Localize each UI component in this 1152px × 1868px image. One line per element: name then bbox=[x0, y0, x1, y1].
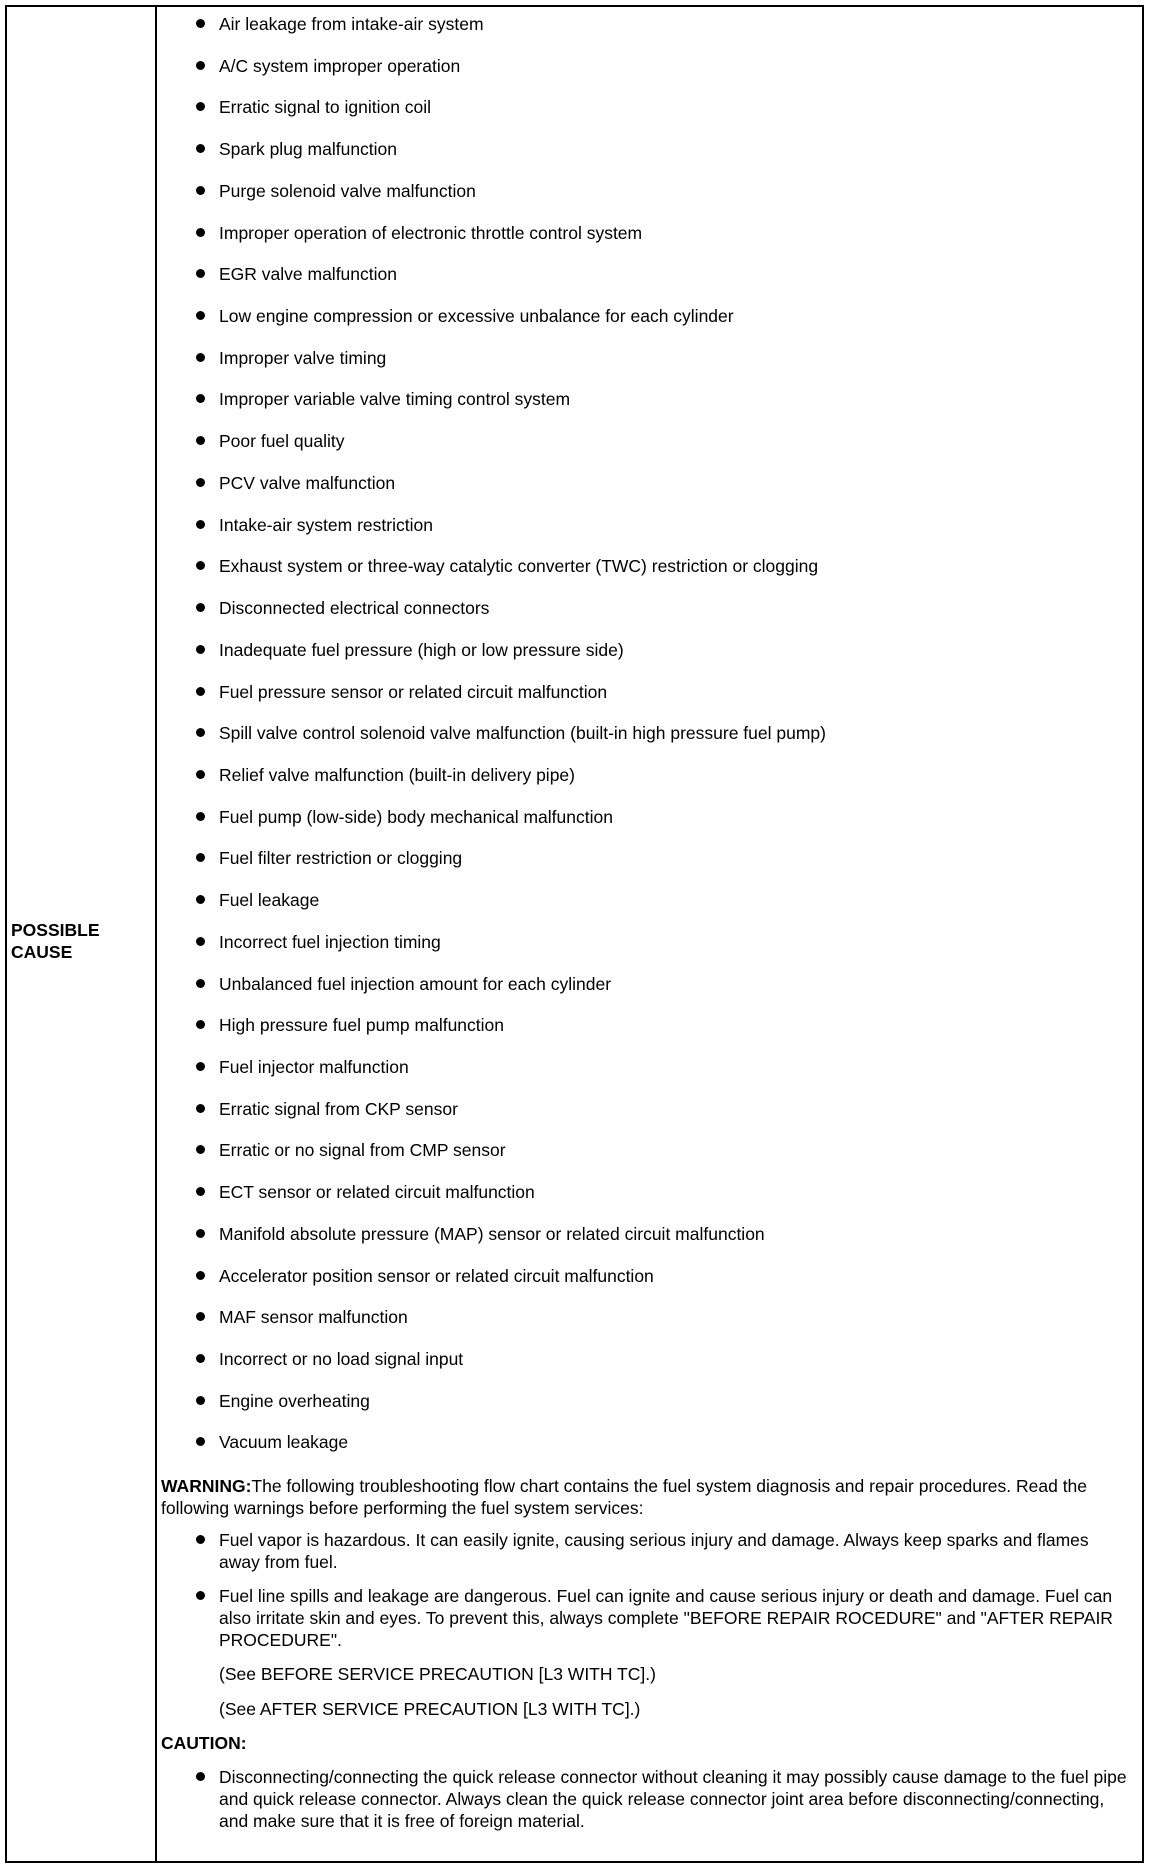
content-cell bbox=[157, 7, 1142, 1861]
bullet-icon bbox=[196, 228, 205, 237]
cause-item-text: EGR valve malfunction bbox=[219, 264, 397, 285]
cause-item-text: Improper operation of electronic throttle control system bbox=[219, 222, 643, 243]
cause-item-text: Fuel pressure sensor or related circuit malfunction bbox=[219, 681, 608, 702]
see-after-link[interactable]: (See AFTER SERVICE PRECAUTION [L3 WITH TC].) bbox=[219, 1699, 641, 1719]
cause-item bbox=[157, 1306, 1142, 1348]
cause-item-text: High pressure fuel pump malfunction bbox=[219, 1015, 505, 1036]
warning-text: The following troubleshooting flow chart contains the fuel system diagnosis and repair procedures. Read the following warnings before performing the fuel system services: bbox=[161, 1476, 1088, 1518]
cause-item bbox=[157, 222, 1142, 264]
bullet-icon bbox=[196, 1145, 205, 1154]
bullet-icon bbox=[196, 1229, 205, 1238]
bullet-icon bbox=[196, 436, 205, 445]
cause-item-text: Spill valve control solenoid valve malfunction (built-in high pressure fuel pump) bbox=[219, 723, 826, 744]
row-label: POSSIBLE CAUSE bbox=[11, 920, 100, 962]
cause-item bbox=[157, 806, 1142, 848]
see-before-link[interactable]: (See BEFORE SERVICE PRECAUTION [L3 WITH TC].) bbox=[219, 1664, 656, 1684]
cause-item bbox=[157, 555, 1142, 597]
bullet-icon bbox=[196, 478, 205, 487]
cause-item bbox=[157, 597, 1142, 639]
bullet-icon bbox=[196, 394, 205, 403]
cause-item bbox=[157, 764, 1142, 806]
cause-item bbox=[157, 96, 1142, 138]
bullet-icon bbox=[196, 1020, 205, 1029]
cause-item-text: Fuel leakage bbox=[219, 890, 320, 911]
bullet-icon bbox=[196, 603, 205, 612]
caution-list bbox=[161, 1766, 1134, 1832]
cause-item bbox=[157, 138, 1142, 180]
warning-item bbox=[161, 1585, 1134, 1651]
cause-item bbox=[157, 305, 1142, 347]
cause-item bbox=[157, 430, 1142, 472]
cause-item-text: Erratic or no signal from CMP sensor bbox=[219, 1140, 506, 1161]
cause-item-text: Fuel filter restriction or clogging bbox=[219, 848, 463, 869]
cause-item bbox=[157, 55, 1142, 97]
cause-item bbox=[157, 973, 1142, 1015]
cause-item-text: Fuel pump (low-side) body mechanical malfunction bbox=[219, 806, 613, 827]
bullet-icon bbox=[196, 1062, 205, 1071]
cause-item-text: Unbalanced fuel injection amount for each cylinder bbox=[219, 973, 612, 994]
bullet-icon bbox=[196, 812, 205, 821]
cause-item bbox=[157, 681, 1142, 723]
warning-label: WARNING: bbox=[161, 1476, 252, 1496]
bullet-icon bbox=[196, 520, 205, 529]
caution-item bbox=[161, 1766, 1134, 1832]
cause-item bbox=[157, 1056, 1142, 1098]
bullet-icon bbox=[196, 186, 205, 195]
bullet-icon bbox=[196, 1312, 205, 1321]
cause-item-text: Improper valve timing bbox=[219, 347, 387, 368]
cause-item bbox=[157, 1431, 1142, 1473]
bullet-icon bbox=[196, 61, 205, 70]
cause-item-text: Spark plug malfunction bbox=[219, 139, 398, 160]
bullet-icon bbox=[196, 937, 205, 946]
bullet-icon bbox=[196, 979, 205, 988]
bullet-icon bbox=[196, 102, 205, 111]
bullet-icon bbox=[196, 561, 205, 570]
cause-item-text: Engine overheating bbox=[219, 1390, 370, 1411]
cause-item-text: PCV valve malfunction bbox=[219, 472, 396, 493]
cause-item-text: Fuel injector malfunction bbox=[219, 1056, 409, 1077]
bullet-icon bbox=[196, 853, 205, 862]
bullet-icon bbox=[196, 1271, 205, 1280]
cause-item-text: Erratic signal from CKP sensor bbox=[219, 1098, 458, 1119]
cause-item-text: Manifold absolute pressure (MAP) sensor or related circuit malfunction bbox=[219, 1223, 765, 1244]
cause-item bbox=[157, 1139, 1142, 1181]
cause-item bbox=[157, 931, 1142, 973]
cause-item-text: MAF sensor malfunction bbox=[219, 1307, 408, 1328]
bullet-icon bbox=[196, 1187, 205, 1196]
cause-item-text: Disconnected electrical connectors bbox=[219, 598, 490, 619]
cause-item bbox=[157, 472, 1142, 514]
cause-item bbox=[157, 639, 1142, 681]
bullet-icon bbox=[196, 687, 205, 696]
bullet-icon bbox=[196, 770, 205, 779]
cause-item-text: Inadequate fuel pressure (high or low pressure side) bbox=[219, 639, 624, 660]
cause-item bbox=[157, 1014, 1142, 1056]
cause-item bbox=[157, 1181, 1142, 1223]
warning-item-text: Fuel line spills and leakage are dangerous. Fuel can ignite and cause serious injury or death and damage. Fuel can also irritate skin and eyes. To prevent this, always complete "BEFORE REPAIR ROCEDURE" and "AFTER REPAIR PROCEDURE". bbox=[219, 1586, 1113, 1650]
bullet-icon bbox=[196, 1437, 205, 1446]
cause-item-text: Erratic signal to ignition coil bbox=[219, 97, 432, 118]
warning-item bbox=[161, 1529, 1134, 1573]
bullet-icon bbox=[196, 269, 205, 278]
bullet-icon bbox=[196, 1535, 205, 1544]
cause-item-text: Accelerator position sensor or related circuit malfunction bbox=[219, 1265, 654, 1286]
bullet-icon bbox=[196, 144, 205, 153]
warning-item-text: Fuel vapor is hazardous. It can easily ignite, causing serious injury and damage. Always keep sparks and flames away from fuel. bbox=[219, 1530, 1089, 1572]
bullet-icon bbox=[196, 1591, 205, 1600]
bullet-icon bbox=[196, 1772, 205, 1781]
cause-item-text: Incorrect or no load signal input bbox=[219, 1349, 464, 1369]
bullet-icon bbox=[196, 645, 205, 654]
row-label-cell bbox=[7, 7, 157, 1861]
cause-item-text: Exhaust system or three-way catalytic converter (TWC) restriction or clogging bbox=[219, 556, 819, 577]
cause-item bbox=[157, 180, 1142, 222]
caution-item-text: Disconnecting/connecting the quick release connector without cleaning it may possibly cause damage to the fuel pipe and quick release connector. Always clean the quick release connector joint area before disconnecting/connecting, and make sure that it is free of foreign material. bbox=[219, 1767, 1127, 1831]
bullet-icon bbox=[196, 1104, 205, 1113]
cause-item bbox=[157, 263, 1142, 305]
cause-item-text: Improper variable valve timing control system bbox=[219, 389, 571, 410]
cause-item-text: Intake-air system restriction bbox=[219, 514, 433, 535]
cause-item bbox=[157, 1348, 1142, 1390]
cause-item bbox=[157, 847, 1142, 889]
cause-item-text: Purge solenoid valve malfunction bbox=[219, 180, 476, 201]
caution-label: CAUTION: bbox=[161, 1733, 247, 1753]
warning-paragraph bbox=[161, 1475, 1134, 1519]
bullet-icon bbox=[196, 353, 205, 362]
cause-item-text: Low engine compression or excessive unbalance for each cylinder bbox=[219, 306, 734, 327]
bullet-icon bbox=[196, 19, 205, 28]
cause-item bbox=[157, 889, 1142, 931]
cause-item-text: Relief valve malfunction (built-in delivery pipe) bbox=[219, 764, 575, 785]
bullet-icon bbox=[196, 1354, 205, 1363]
cause-item-text: ECT sensor or related circuit malfunction bbox=[219, 1182, 535, 1203]
warning-block bbox=[161, 1475, 1134, 1832]
cause-item-text: Vacuum leakage bbox=[219, 1432, 349, 1453]
cause-item-text: Incorrect fuel injection timing bbox=[219, 931, 441, 952]
cause-item bbox=[157, 1223, 1142, 1265]
cause-item bbox=[157, 722, 1142, 764]
bullet-icon bbox=[196, 311, 205, 320]
cause-item-text: A/C system improper operation bbox=[219, 55, 461, 76]
cause-item bbox=[157, 1390, 1142, 1432]
cause-item bbox=[157, 514, 1142, 556]
cause-item-text: Poor fuel quality bbox=[219, 431, 345, 452]
cause-item bbox=[157, 347, 1142, 389]
bullet-icon bbox=[196, 1396, 205, 1405]
possible-cause-table bbox=[5, 5, 1144, 1863]
cause-item-text: Air leakage from intake-air system bbox=[219, 14, 484, 34]
warning-list bbox=[161, 1529, 1134, 1651]
cause-item bbox=[157, 1098, 1142, 1140]
cause-item bbox=[157, 13, 1142, 55]
cause-list bbox=[157, 13, 1142, 1473]
bullet-icon bbox=[196, 728, 205, 737]
cause-item bbox=[157, 388, 1142, 430]
bullet-icon bbox=[196, 895, 205, 904]
cause-item bbox=[157, 1265, 1142, 1307]
